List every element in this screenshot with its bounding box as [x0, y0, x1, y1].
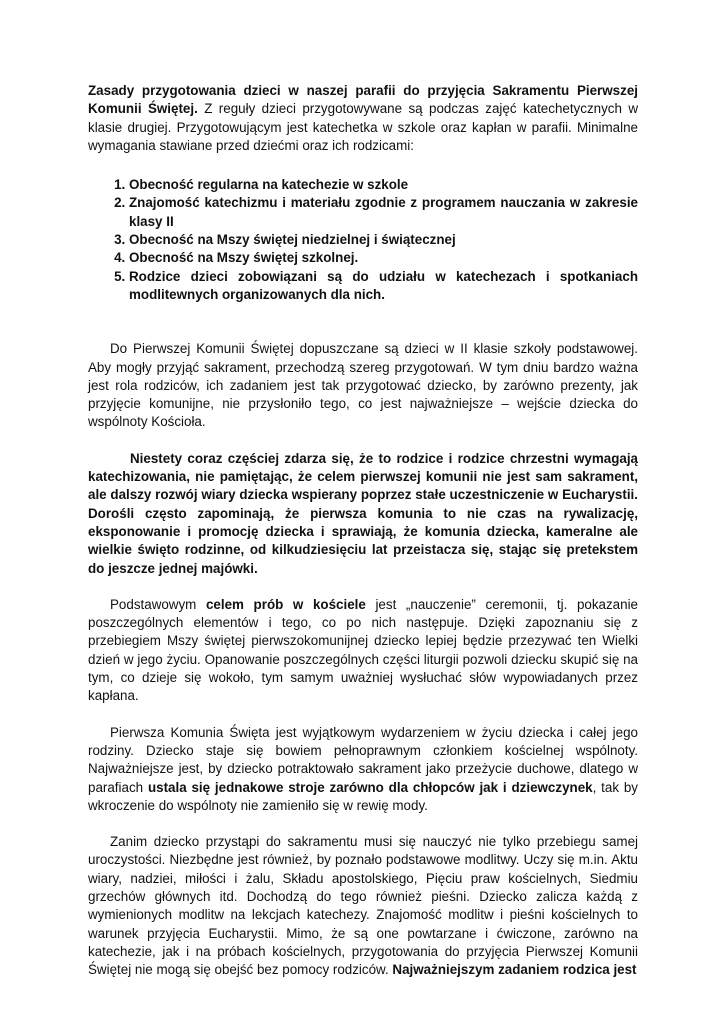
- paragraph-rehearsals: [88, 596, 638, 706]
- paragraph-prayers: [88, 833, 638, 979]
- intro-text: Z reguły dzieci przygotowywane są podczas zajęć katechetycznych w klasie drugiej. Przygotowującym jest katechetka w szkole oraz kapłan w parafii. Minimalne wymagania stawiane przed dziećmi oraz ich rodzicami:: [88, 101, 639, 153]
- intro-paragraph: [88, 82, 638, 155]
- requirements-list: [88, 176, 638, 304]
- paragraph-rehearsals-c: jest „nauczenie” ceremonii, tj. pokazanie poszczególnych elementów i tego, co po nich następuje. Dzięki zapoznaniu się z przebiegiem Mszy świętej pierwszokomunijnej dziecko lepiej będzie przezywać ten Wielki dzień w jego życiu. Opanowanie poszczególnych części liturgii pozwoli dziecku skupić się na tym, co dzieje się wokoło, tym samym uważniej wysłuchać słów wypowiadanych przez kapłana.: [88, 596, 638, 704]
- paragraph-parents-warning-text: Niestety coraz częściej zdarza się, że to rodzice i rodzice chrzestni wymagają katechizowania, nie pamiętając, że celem pierwszej komunii nie jest sam sakrament, ale dalszy rozwój wiary dziecka wspierany poprzez stałe uczestniczenie w Eucharystii. Dorośli często zapominają, że pierwsza komunia to nie czas na rywalizację, eksponowanie i promocję dziecka i sprawiają, że komunia dziecka, kameralne ale wielkie święto rodzinne, od kilkudziesięciu lat przeistacza się, stając się pretekstem do jeszcze jednej majówki.: [88, 450, 638, 576]
- document-page: [88, 82, 638, 979]
- paragraph-rehearsals-a: Podstawowym: [110, 596, 206, 612]
- paragraph-attire-b: ustala się jednakowe stroje zarówno dla chłopców jak i dziewczynek: [147, 779, 593, 795]
- requirement-item: 2. Znajomość katechizmu i materiału zgodnie z programem nauczania w zakresie klasy II: [129, 194, 638, 231]
- paragraph-parents-warning: [88, 450, 638, 578]
- paragraph-rehearsals-b: celem prób w kościele: [205, 596, 366, 612]
- paragraph-prayers-a: Zanim dziecko przystąpi do sakramentu musi się nauczyć nie tylko przebiegu samej uroczystości. Niezbędne jest również, by poznało podstawowe modlitwy. Uczy się m.in. Aktu wiary, nadziei, miłości i żalu, Składu apostolskiego, Pięciu praw kościelnych, Siedmiu grzechów głównych itd. Dochodzą do tego również pieśni. Dziecko zalicza każdą z wymienionych modlitw na lekcjach katechezy. Znajomość modlitw i pieśni kościelnych to warunek przyjęcia Eucharystii. Mimo, że są one powtarzane i ćwiczone, zarówno na katechezie, jak i na próbach kościelnych, przygotowania do przyjęcia Pierwszej Komunii Świętej nie mogą się obejść bez pomocy rodziców.: [88, 834, 638, 978]
- requirement-item: 3. Obecność na Mszy świętej niedzielnej i świątecznej: [129, 231, 638, 249]
- paragraph-attire: [88, 724, 638, 815]
- requirement-item: 4. Obecność na Mszy świętej szkolnej.: [129, 249, 638, 267]
- paragraph-prayers-b: Najważniejszym zadaniem rodzica jest: [392, 962, 637, 978]
- paragraph-attire-a: Pierwsza Komunia Święta jest wyjątkowym wydarzeniem w życiu dziecka i całej jego rodziny. Dziecko staje się bowiem pełnoprawnym członkiem kościelnej wspólnoty. Najważniejsze jest, by dziecko potraktowało sakrament jako przeżycie duchowe, dlatego w parafiach: [88, 724, 638, 795]
- paragraph-first-communion: Do Pierwszej Komunii Świętej dopuszczane są dzieci w II klasie szkoły podstawowej. Aby mogły przyjąć sakrament, przechodzą szereg przygotowań. W tym dniu bardzo ważna jest rola rodziców, ich zadaniem jest tak przygotować dziecko, by zarówno prezenty, jak przyjęcie komunijne, nie przysłoniło tego, co jest najważniejsze – wejście dziecka do wspólnoty Kościoła.: [88, 341, 638, 430]
- requirement-item: 5. Rodzice dzieci zobowiązani są do udziału w katechezach i spotkaniach modlitewnych organizowanych dla nich.: [129, 268, 638, 305]
- paragraph-attire-c: , tak by wkroczenie do wspólnoty nie zamieniło się w rewię mody.: [88, 779, 638, 813]
- requirement-item: 1. Obecność regularna na katechezie w szkole: [129, 176, 638, 194]
- intro-title: Zasady przygotowania dzieci w naszej parafii do przyjęcia Sakramentu Pierwszej Komunii Świętej.: [88, 83, 638, 117]
